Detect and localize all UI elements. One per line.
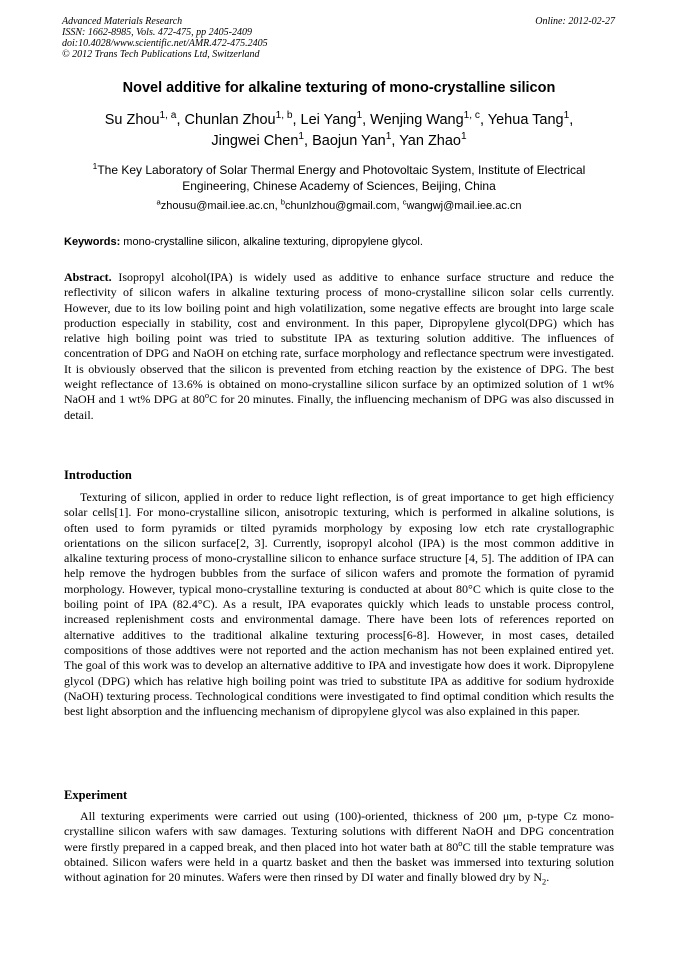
author: Wenjing Wang$^{1, c}$, [370,110,488,128]
author: Jingwei Chen$^1$, [211,131,313,149]
introduction-heading: Introduction [64,468,132,482]
experiment-text: All texturing experiments were carried out using (100)-oriented, thickness of 200 μm, p-type Cz mono-crystalline silicon wafers with saw damages. Texturing solutions with different NaOH and DPG concentration were firstly prepared in a capped break, and then placed into hot water bath at 80$^o$C till the stable temprature was obtained. Silicon wafers were held in a quartz basket and then the basket was immersed into texturing solution without agination for 20 minutes. Wafers were then rinsed by DI water and finally blowed dry by $N_2$. [64,809,614,887]
author: Yan Zhao$^1$ [399,131,467,149]
experiment-heading: Experiment [64,788,128,802]
email-list [60,197,618,212]
abstract: Abstract. Isopropyl alcohol(IPA) is widely used as additive to enhance surface structure and reduce the reflectivity of silicon wafers in alkaline texturing process of mono-crystalline silicon solar cells currently. However, due to its low boiling point and high volatilization, some negative effects are brought into large scale production especially in stability, cost and environment. In this paper, Dipropylene glycol(DPG) which has relative high boiling point was tried to substitute IPA as texturing solution additive. The influences of concentration of DPG and NaOH on etching rate, surface morphology and reflectance spectrum were investigated. It is obviously observed that the silicon is prevented from etching reaction by the existence of DPG. The best weight reflectance of 13.6% is obtained on mono-crystalline silicon surface by an optimized solution of 1 wt% NaOH and 1 wt% DPG at 80$^o$C for 20 minutes. Finally, the influencing mechanism of DPG was also discussed in detail. [64,270,614,422]
journal-name: Advanced Materials Research [62,16,183,27]
paper-title: Novel additive for alkaline texturing of mono-crystalline silicon [122,80,556,96]
issn-line: ISSN: 1662-8985, Vols. 472-475, pp 2405-2409 [62,27,252,38]
author: Su Zhou$^{1, a}$, [104,110,185,128]
keywords-text: mono-crystalline silicon, alkaline texturing, dipropylene glycol. [120,236,423,248]
author: Chunlan Zhou$^{1, b}$, [184,110,301,128]
doi-line[interactable]: doi:10.4028/www.scientific.net/AMR.472-475.2405 [62,38,268,49]
introduction-text: Texturing of silicon, applied in order to reduce light reflection, is of great importance to get high efficiency solar cells[1]. For mono-crystalline silicon, anisotropic texturing, which is performed in alkaline solutions, is often used to form pyramids or tilted pyramids morphology by exposing low etch rate crystallographic orientations on the silicon surface[2, 3]. Currently, isopropyl alcohol (IPA) is the most common additive in alkaline texturing process of mono-crystalline silicon to enhance surface structure [4, 5]. The addition of IPA can help remove the hydrogen bubbles from the surface of silicon wafers and promote the formation of pyramid morphology. However, typical mono-crystalline texturing is conducted at about 80°C which is quite close to the boiling point of IPA (82.4°C). As a result, IPA evaporates quickly which leads to unstable process control, increased replenishment costs and environmental damage. There have been lots of references reported on alternative additives to the traditional alkaline texturing process[6-8]. However, in most cases, detailed compositions of those addtives were not reported and the action mechanism has not been explained entired yet. The goal of this work was to develop an alternative additive to IPA and investigate how does it work. Dipropylene glycol (DPG) which has relative high boiling point was tried to substitute IPA as additive for sodium hydroxide (NaOH) texturing process. Technological conditions were investigated to find optimal condition which results the best light absorption and the influencing mechanism of dipropylene glycol was also explained in this paper. [64,490,614,719]
online-date: Online: 2012-02-27 [535,16,615,27]
affiliation: $^1$The Key Laboratory of Solar Thermal Energy and Photovoltaic System, Institute of Electrical Engineering, Chinese Academy of Sciences, Beijing, China [92,161,586,193]
keywords [64,236,423,248]
author: Lei Yang$^1$, [300,110,371,128]
abstract-label: Abstract. [64,270,112,284]
author-list [60,110,618,152]
email[interactable]: $^c$wangwj@mail.iee.ac.cn [402,197,522,212]
email[interactable]: $^b$chunlzhou@gmail.com, [280,197,403,212]
keywords-label: Keywords: [64,236,121,248]
author: Yehua Tang$^1$, [487,110,574,128]
email[interactable]: $^a$zhousu@mail.iee.ac.cn, [156,197,281,212]
copyright-line: © 2012 Trans Tech Publications Ltd, Switzerland [62,49,260,60]
author: Baojun Yan$^1$, [312,131,400,149]
